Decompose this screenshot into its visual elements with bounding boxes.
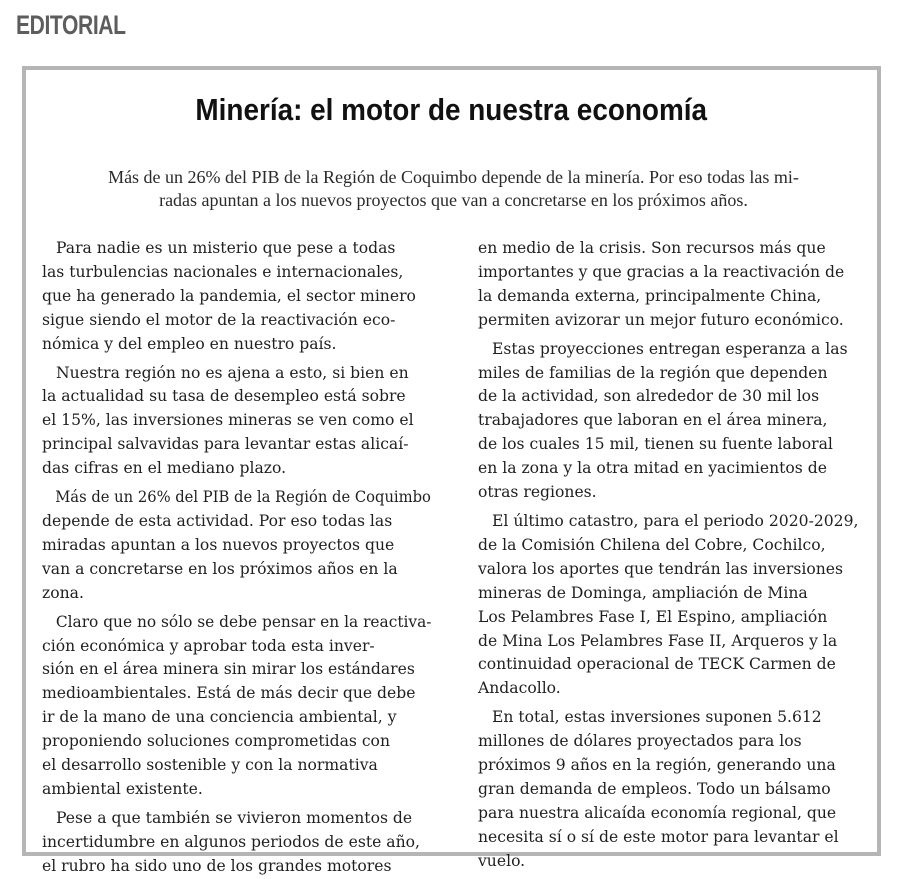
paragraph-line: miles de familias de la región que dependen xyxy=(478,363,828,382)
paragraph-line: millones de dólares proyectados para los xyxy=(478,732,802,751)
paragraph-line: de la Comisión Chilena del Cobre, Cochilco, xyxy=(478,535,826,554)
paragraph-line: las turbulencias nacionales e internacionales, xyxy=(42,262,404,281)
paragraph-line: trabajadores que laboran en el área minera, xyxy=(478,411,828,430)
paragraph-line: mineras de Dominga, ampliación de Mina xyxy=(478,583,808,602)
paragraph-line: miradas apuntan a los nuevos proyectos que xyxy=(42,535,395,554)
paragraph-line: Para nadie es un misterio que pese a todas xyxy=(56,239,396,257)
paragraph-line: continuidad operacional de TECK Carmen de xyxy=(478,655,836,674)
section-label: EDITORIAL xyxy=(16,10,126,40)
article-headline: Minería: el motor de nuestra economía xyxy=(195,92,708,127)
paragraph-line: gran demanda de empleos. Todo un bálsamo xyxy=(478,779,831,798)
paragraph-line: en medio de la crisis. Son recursos más que xyxy=(478,239,826,257)
paragraph-line: ción económica y aprobar toda esta inver- xyxy=(42,636,375,655)
paragraph-line: Nuestra región no es ajena a esto, si bien en xyxy=(56,363,409,382)
paragraph-line: importantes y que gracias a la reactivación de xyxy=(478,262,845,281)
paragraph-line: incertidumbre en algunos periodos de este año, xyxy=(42,832,420,851)
paragraph-line: próximos 9 años en la región, generando una xyxy=(478,756,836,775)
paragraph-line: vuelo. xyxy=(478,851,526,870)
paragraph-line: de los cuales 15 mil, tienen su fuente laboral xyxy=(478,435,833,454)
paragraph-line: la actualidad su tasa de desempleo está sobre xyxy=(42,387,406,406)
right-column xyxy=(478,237,868,874)
paragraph-line: Más de un 26% del PIB de la Región de Coquimbo xyxy=(55,488,431,507)
paragraph-line: Andacollo. xyxy=(478,679,561,698)
paragraph-line: para nuestra alicaída economía regional, que xyxy=(478,803,837,822)
paragraph-line: nómica y del empleo en nuestro país. xyxy=(42,334,337,353)
paragraph-line: depende de esta actividad. Por eso todas las xyxy=(42,511,393,530)
lede-line: Más de un 26% del PIB de la Región de Coquimbo depende de la minería. Por eso todas las mi- xyxy=(108,167,799,187)
paragraph-line: van a concretarse en los próximos años en la xyxy=(42,559,398,578)
paragraph-line: valora los aportes que tendrán las inversiones xyxy=(478,559,843,578)
paragraph-line: El último catastro, para el periodo 2020-2029, xyxy=(492,511,859,530)
paragraph-line: que ha generado la pandemia, el sector minero xyxy=(42,286,416,305)
paragraph-line: necesita sí o sí de este motor para levantar el xyxy=(478,827,839,846)
paragraph-line: principal salvavidas para levantar estas alicaí- xyxy=(42,435,409,454)
left-column xyxy=(42,237,432,879)
paragraph-line: Los Pelambres Fase I, El Espino, ampliación xyxy=(478,607,828,626)
paragraph-line: das cifras en el mediano plazo. xyxy=(42,459,287,478)
paragraph-line: el desarrollo sostenible y con la normativa xyxy=(42,756,378,775)
paragraph-line: sigue siendo el motor de la reactivación eco- xyxy=(42,310,396,329)
paragraph-line: Estas proyecciones entregan esperanza a las xyxy=(492,339,848,358)
paragraph-line: el rubro ha sido uno de los grandes motores xyxy=(42,856,392,875)
paragraph-line: otras regiones. xyxy=(478,483,597,502)
paragraph-line: de Mina Los Pelambres Fase II, Arqueros y la xyxy=(478,631,838,650)
paragraph-line: zona. xyxy=(42,583,84,602)
paragraph-line: en la zona y la otra mitad en yacimientos de xyxy=(478,459,827,478)
paragraph-line: sión en el área minera sin mirar los estándares xyxy=(42,660,415,679)
paragraph-line: ir de la mano de una conciencia ambiental, y xyxy=(42,708,397,727)
editorial-box xyxy=(22,66,881,875)
lede-line: radas apuntan a los nuevos proyectos que van a concretarse en los próximos años. xyxy=(159,190,748,210)
paragraph-line: el 15%, las inversiones mineras se ven como el xyxy=(42,411,414,430)
paragraph-line: de la actividad, son alrededor de 30 mil los xyxy=(478,387,820,406)
paragraph-line: la demanda externa, principalmente China, xyxy=(478,286,822,305)
paragraph-line: En total, estas inversiones suponen 5.612 xyxy=(492,708,822,727)
paragraph-line: Claro que no sólo se debe pensar en la reactiva- xyxy=(55,612,432,631)
paragraph-line: proponiendo soluciones comprometidas con xyxy=(42,732,390,751)
paragraph-line: medioambientales. Está de más decir que debe xyxy=(42,684,416,703)
article-lede xyxy=(66,166,841,212)
paragraph-line: permiten avizorar un mejor futuro económico. xyxy=(478,310,844,329)
paragraph-line: Pese a que también se vivieron momentos de xyxy=(56,808,413,827)
paragraph-line: ambiental existente. xyxy=(42,779,203,798)
